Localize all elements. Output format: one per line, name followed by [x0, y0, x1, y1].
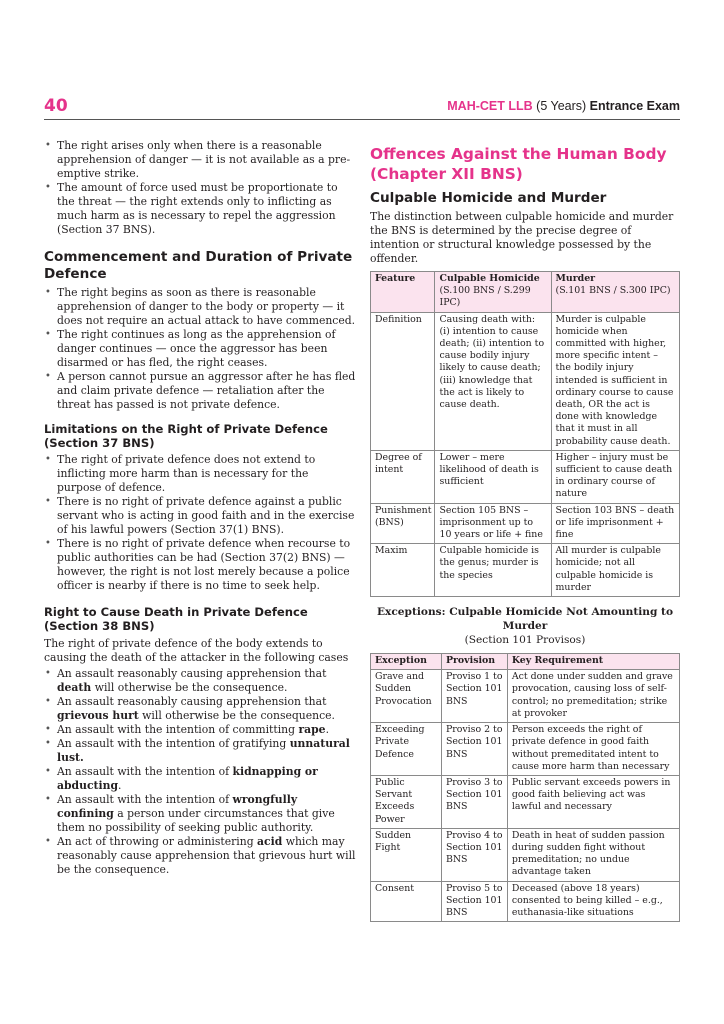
header-rule — [44, 119, 680, 120]
list-item: • An assault with the intention of gratifying unnatural lust. — [44, 737, 356, 765]
list-item: • There is no right of private defence when recourse to public authorities can be had (Section 37(2) BNS) — however, the right is not lost merely because a police officer is nearby if there is no time to seek help. — [44, 537, 356, 593]
list-item: • An assault reasonably causing apprehension that grievous hurt will otherwise be the consequence. — [44, 695, 356, 723]
death-heading: Right to Cause Death in Private Defence — [44, 605, 308, 619]
column-header: Provision — [441, 654, 507, 670]
list-item: • An assault reasonably causing apprehension that death will otherwise be the consequence. — [44, 667, 356, 695]
table-cell: Exceeding Private Defence — [371, 723, 442, 776]
list-item: • The right begins as soon as there is reasonable apprehension of danger to the body or property — it does not require an actual attack to have commenced. — [44, 286, 356, 328]
table-cell: Proviso 4 to Section 101 BNS — [441, 828, 507, 881]
table-row — [371, 503, 680, 544]
list-item: • An act of throwing or administering acid which may reasonably cause apprehension that grievous hurt will be the consequence. — [44, 835, 356, 877]
table-cell: Sudden Fight — [371, 828, 442, 881]
table-cell: Public Servant Exceeds Power — [371, 775, 442, 828]
death-intro: The right of private defence of the body extends to causing the death of the attacker in the following cases — [44, 637, 349, 664]
table-cell: All murder is culpable homicide; not all culpable homicide is murder — [551, 544, 679, 597]
list-item: • The amount of force used must be proportionate to the threat — the right extends only to inflicting as much harm as is necessary to repel the aggression (Section 37 BNS). — [44, 181, 356, 237]
list-item: • An assault with the intention of wrongfully confining a person under circumstances that give them no possibility of seeking public authority. — [44, 793, 356, 835]
list-item: • The right continues as long as the apprehension of danger continues — once the aggressor has been disarmed or has fled, the right ceases. — [44, 328, 356, 370]
table-row — [371, 723, 680, 776]
list-item: • There is no right of private defence against a public servant who is acting in good faith and in the exercise of his lawful powers (Section 37(1) BNS). — [44, 495, 356, 537]
table-row — [371, 881, 680, 922]
column-header: Feature — [371, 272, 435, 313]
commencement-bullet-list — [44, 286, 356, 412]
commencement-heading: Commencement and Duration of Private Defence — [44, 249, 353, 282]
table-cell: Lower – mere likelihood of death is sufficient — [435, 450, 551, 503]
list-item: • The right of private defence does not extend to inflicting more harm than is necessary for the purpose of defence. — [44, 453, 356, 495]
comparison-table — [370, 271, 680, 597]
table-cell: Murder is culpable homicide when committed with higher, more specific intent – the bodily injury intended is sufficient in ordinary course to cause death, OR the act is done with knowledge that it must in all probability cause death. — [551, 312, 679, 450]
table-cell: Death in heat of sudden passion during sudden fight without premeditation; no undue advantage taken — [507, 828, 679, 881]
table-cell: Person exceeds the right of private defence in good faith without premeditated intent to cause more harm than necessary — [507, 723, 679, 776]
column-header: Culpable Homicide (S.100 BNS / S.299 IPC) — [435, 272, 551, 313]
table-cell: Proviso 2 to Section 101 BNS — [441, 723, 507, 776]
section-intro: The distinction between culpable homicide and murder the BNS is determined by the precise degree of intention or structural knowledge possessed by the offender. — [370, 210, 674, 265]
list-item: • A person cannot pursue an aggressor after he has fled and claim private defence — retaliation after the threat has passed is not private defence. — [44, 370, 356, 412]
table-row — [371, 775, 680, 828]
table-cell: Section 105 BNS – imprisonment up to 10 years or life + fine — [435, 503, 551, 544]
column-header: Exception — [371, 654, 442, 670]
limitations-heading: Limitations on the Right of Private Defence — [44, 422, 328, 436]
book-title: Entrance Exam — [589, 99, 680, 113]
limitations-bullet-list — [44, 453, 356, 593]
table-cell: Public servant exceeds powers in good faith believing act was lawful and necessary — [507, 775, 679, 828]
table-cell: Degree of intent — [371, 450, 435, 503]
death-bullet-list — [44, 667, 356, 877]
table-cell: Section 103 BNS – death or life imprisonment + fine — [551, 503, 679, 544]
table-cell: Deceased (above 18 years) consented to being killed – e.g., euthanasia-like situations — [507, 881, 679, 922]
list-item: • An assault with the intention of committing rape. — [44, 723, 356, 737]
table-cell: Consent — [371, 881, 442, 922]
table-header-row — [371, 272, 680, 313]
column-header: Key Requirement — [507, 654, 679, 670]
list-item: • An assault with the intention of kidnapping or abducting. — [44, 765, 356, 793]
table-cell: Proviso 5 to Section 101 BNS — [441, 881, 507, 922]
table-row — [371, 670, 680, 723]
page-number: 40 — [44, 96, 68, 116]
intro-bullet-list — [44, 139, 356, 237]
left-column — [44, 139, 356, 877]
table-cell: Act done under sudden and grave provocation, causing loss of self-control; no premeditation; strike at provoker — [507, 670, 679, 723]
chapter-title: Offences Against the Human Body — [370, 145, 667, 163]
table-header-row — [371, 654, 680, 670]
limitations-subheading: (Section 37 BNS) — [44, 436, 155, 450]
table-cell: Punishment (BNS) — [371, 503, 435, 544]
table-cell: Grave and Sudden Provocation — [371, 670, 442, 723]
exceptions-caption-sub: (Section 101 Provisos) — [464, 634, 586, 647]
exam-name: MAH-CET LLB — [447, 99, 533, 113]
table-row — [371, 828, 680, 881]
table-cell: Maxim — [371, 544, 435, 597]
right-column — [370, 144, 680, 922]
table-row — [371, 450, 680, 503]
exceptions-table — [370, 653, 680, 922]
table-cell: Proviso 3 to Section 101 BNS — [441, 775, 507, 828]
running-head — [447, 99, 680, 113]
table-cell: Definition — [371, 312, 435, 450]
table-cell: Proviso 1 to Section 101 BNS — [441, 670, 507, 723]
section-heading: Culpable Homicide and Murder — [370, 190, 607, 206]
column-header: Murder (S.101 BNS / S.300 IPC) — [551, 272, 679, 313]
exceptions-caption-title: Exceptions: Culpable Homicide Not Amounting to Murder — [376, 606, 674, 633]
table-row — [371, 544, 680, 597]
table-cell: Causing death with: (i) intention to cause death; (ii) intention to cause bodily injury likely to cause death; (iii) knowledge that the act is likely to cause death. — [435, 312, 551, 450]
table-row — [371, 312, 680, 450]
list-item: • The right arises only when there is a reasonable apprehension of danger — it is not available as a pre-emptive strike. — [44, 139, 356, 181]
chapter-subtitle: (Chapter XII BNS) — [370, 165, 523, 183]
exam-years: (5 Years) — [536, 99, 587, 113]
death-subheading: (Section 38 BNS) — [44, 619, 155, 633]
table-cell: Higher – injury must be sufficient to cause death in ordinary course of nature — [551, 450, 679, 503]
exceptions-caption — [370, 605, 680, 647]
table-cell: Culpable homicide is the genus; murder is the species — [435, 544, 551, 597]
